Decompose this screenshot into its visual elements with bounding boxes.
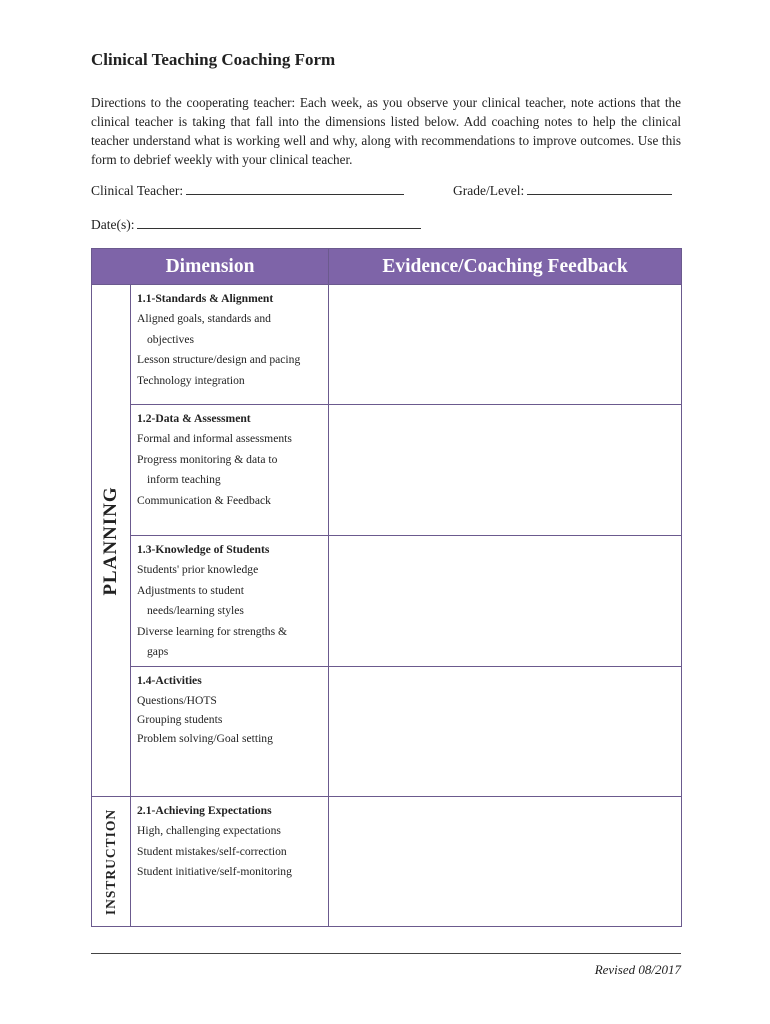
section-planning — [92, 285, 131, 797]
dimension-item: Communication & Feedback — [137, 493, 271, 507]
grade-level-field[interactable] — [453, 181, 672, 199]
dimension-item: Questions/HOTS — [137, 694, 217, 707]
dimension-title: 1.2-Data & Assessment — [137, 412, 251, 425]
table-row — [92, 667, 682, 797]
grade-level-label: Grade/Level: — [453, 183, 525, 198]
grade-level-blank[interactable] — [527, 181, 672, 195]
table-row — [92, 797, 682, 927]
clinical-teacher-label: Clinical Teacher: — [91, 183, 184, 198]
dimension-item: Adjustments to student — [137, 583, 244, 597]
coaching-table — [91, 248, 682, 927]
dimension-item: High, challenging expectations — [137, 824, 281, 837]
table-row — [92, 536, 682, 667]
section-planning-label: PLANNING — [100, 485, 121, 596]
dimension-cell — [131, 667, 329, 797]
dimension-title: 1.4-Activities — [137, 674, 202, 687]
dimension-item: Lesson structure/design and pacing — [137, 353, 301, 366]
dimension-item: Diverse learning for strengths & — [137, 624, 288, 638]
section-instruction-label: INSTRUCTION — [103, 808, 118, 915]
evidence-cell[interactable] — [329, 285, 682, 405]
footer-divider — [91, 953, 681, 954]
dimension-title: 1.3-Knowledge of Students — [137, 543, 270, 556]
dimension-item: objectives — [147, 332, 195, 346]
dimension-item: Grouping students — [137, 713, 223, 726]
header-dimension: Dimension — [92, 249, 329, 285]
dimension-item: Student mistakes/self-correction — [137, 844, 287, 858]
table-row — [92, 405, 682, 536]
dates-field[interactable] — [91, 215, 421, 233]
dimension-item: Students' prior knowledge — [137, 563, 259, 576]
directions-text: Directions to the cooperating teacher: Each week, as you observe your clinical teacher, note actions that the clinical teacher is taking that fall into the dimensions listed below. Add coaching notes to help the clinical teacher understand what is working well and why, along with recommendations to improve outcomes. Use this form to debrief weekly with your clinical teacher. — [91, 95, 681, 167]
dimension-cell — [131, 405, 329, 536]
evidence-cell[interactable] — [329, 797, 682, 927]
evidence-cell[interactable] — [329, 667, 682, 797]
dimension-cell — [131, 285, 329, 405]
dimension-item: Aligned goals, standards and — [137, 312, 271, 325]
evidence-cell[interactable] — [329, 405, 682, 536]
dimension-cell — [131, 536, 329, 667]
header-evidence: Evidence/Coaching Feedback — [329, 249, 682, 285]
clinical-teacher-field[interactable] — [91, 181, 404, 199]
dimension-item: inform teaching — [147, 473, 221, 486]
dimension-item: Student initiative/self-monitoring — [137, 865, 292, 878]
dimension-item: Formal and informal assessments — [137, 432, 292, 445]
evidence-cell[interactable] — [329, 536, 682, 667]
dimension-item: Progress monitoring & data to — [137, 452, 278, 466]
dimension-title: 2.1-Achieving Expectations — [137, 804, 272, 817]
form-title: Clinical Teaching Coaching Form — [91, 50, 336, 69]
dimension-item: Technology integration — [137, 373, 245, 387]
revision-date: Revised 08/2017 — [594, 962, 681, 977]
table-row — [92, 285, 682, 405]
clinical-teacher-blank[interactable] — [186, 181, 404, 195]
table-header-row — [92, 249, 682, 285]
dates-blank[interactable] — [137, 215, 421, 229]
dimension-item: Problem solving/Goal setting — [137, 732, 273, 745]
dimension-item: needs/learning styles — [147, 604, 244, 617]
dimension-title: 1.1-Standards & Alignment — [137, 292, 274, 305]
dimension-item: gaps — [147, 645, 169, 658]
dimension-cell — [131, 797, 329, 927]
section-instruction — [92, 797, 131, 927]
dates-label: Date(s): — [91, 217, 135, 232]
